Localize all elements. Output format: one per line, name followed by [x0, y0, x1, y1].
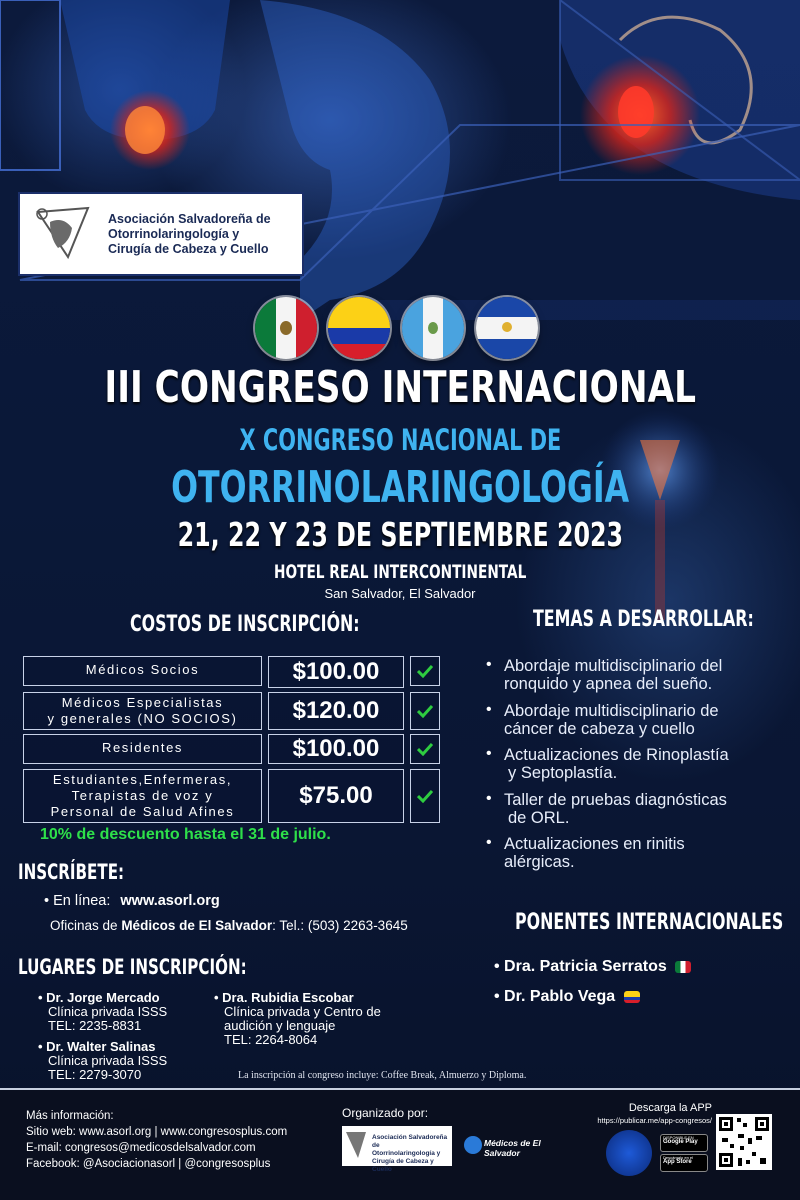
check-icon: [410, 734, 440, 764]
register-heading: INSCRÍBETE:: [18, 860, 125, 884]
el-salvador-flag-icon: [476, 297, 538, 359]
check-icon: [410, 656, 440, 686]
colombia-flag-icon: [328, 297, 390, 359]
logo-line-1: Asociación Salvadoreña de: [108, 212, 271, 226]
cost-price: $100.00: [268, 734, 404, 764]
costs-heading: COSTOS DE INSCRIPCIÓN:: [130, 612, 360, 637]
place-item: • Dr. Jorge Mercado Clínica privada ISSS TEL: 2235-8831: [38, 990, 168, 1033]
medicos-logo-icon: [464, 1136, 482, 1154]
google-play-badge[interactable]: DISPONIBLE EN Google Play: [660, 1134, 708, 1152]
topics-heading: TEMAS A DESARROLLAR:: [533, 607, 754, 632]
cost-row-label: Médicos Especialistas y generales (NO SOCIOS): [23, 692, 262, 730]
speakers-heading: PONENTES INTERNACIONALES: [515, 910, 784, 935]
place-item: • Dr. Walter Salinas Clínica privada ISSS TEL: 2279-3070: [38, 1039, 168, 1082]
mexico-flag-icon: [675, 961, 691, 973]
app-heading: Descarga la APP: [628, 1102, 712, 1114]
organizer-logo-medicos: Médicos de El Salvador: [464, 1130, 574, 1160]
guatemala-flag-icon: [402, 297, 464, 359]
register-online: • En línea: www.asorl.org: [44, 893, 220, 909]
organized-by: Organizado por:: [342, 1106, 429, 1120]
footer: [0, 1088, 800, 1200]
association-logo-icon: [28, 202, 98, 264]
subtitle: X CONGRESO NACIONAL DE: [239, 423, 561, 457]
cost-row-label: Médicos Socios: [23, 656, 262, 686]
title-block: [0, 362, 800, 413]
cost-price: $120.00: [268, 692, 404, 730]
email-info[interactable]: E-mail: congresos@medicosdelsalvador.com: [26, 1142, 256, 1154]
place-item: • Dra. Rubidia Escobar Clínica privada y Centro de audición y lenguaje TEL: 2264-8064: [214, 990, 381, 1047]
logo-line-2: Otorrinolaringología y: [108, 227, 240, 241]
check-icon: [410, 692, 440, 730]
cost-price: $75.00: [268, 769, 404, 823]
specialty-title: OTORRINOLARINGOLOGÍA: [170, 462, 630, 513]
app-globe-icon: [606, 1130, 652, 1176]
association-logo-icon: [346, 1132, 366, 1158]
places-heading: LUGARES DE INSCRIPCIÓN:: [18, 955, 247, 979]
organizer-logo-asorl: Asociación Salvadoreña de Otorrinolaringología y Cirugía de Cabeza y Cuello: [342, 1126, 452, 1166]
colombia-flag-icon: [624, 991, 640, 1003]
website-link[interactable]: www.asorl.org: [120, 893, 220, 909]
cost-row-label: Estudiantes,Enfermeras, Terapistas de voz y Personal de Salud Afines: [23, 769, 262, 823]
check-icon: [410, 769, 440, 823]
website-info[interactable]: Sitio web: www.asorl.org | www.congresosplus.com: [26, 1126, 288, 1138]
app-url[interactable]: https://publicar.me/app-congresos/: [597, 1116, 712, 1125]
topic-item: Actualizaciones en rinitis alérgicas.: [504, 835, 685, 871]
speaker-item: • Dr. Pablo Vega: [494, 988, 640, 1006]
facebook-info[interactable]: Facebook: @Asociacionasorl | @congresosplus: [26, 1158, 271, 1170]
speaker-item: • Dra. Patricia Serratos: [494, 958, 691, 976]
topic-item: Taller de pruebas diagnósticas de ORL.: [504, 791, 727, 827]
app-store-badge[interactable]: Descárgalo en el App Store: [660, 1154, 708, 1172]
discount-note: 10% de descuento hasta el 31 de julio.: [40, 826, 331, 843]
association-logo-box: [18, 192, 304, 276]
location: San Salvador, El Salvador: [324, 586, 476, 601]
logo-line-3: Cirugía de Cabeza y Cuello: [108, 242, 269, 256]
main-title: III CONGRESO INTERNACIONAL: [104, 362, 696, 413]
topic-item: Abordaje multidisciplinario de cáncer de cabeza y cuello: [504, 702, 719, 738]
contact-info: Más información: Sitio web: www.asorl.org | www.congresosplus.com E-mail: congresos@medicosdelsalvador.com Facebook: @Asociacionasorl | @congresosplus: [26, 1110, 288, 1170]
topic-item: Actualizaciones de Rinoplastía y Septoplastía.: [504, 746, 729, 782]
venue: HOTEL REAL INTERCONTINENTAL: [273, 561, 527, 583]
qr-code-icon[interactable]: [716, 1114, 772, 1170]
cost-row-label: Residentes: [23, 734, 262, 764]
topic-item: Abordaje multidisciplinario del ronquido y apnea del sueño.: [504, 657, 723, 693]
register-office: Oficinas de Médicos de El Salvador: Tel.: (503) 2263-3645: [50, 918, 408, 933]
poster: Asociación Salvadoreña de Otorrinolaringología y Cirugía de Cabeza y Cuello III CONGRESO INTERNACIONAL X CONGRESO NACIONAL DE OTORRINOLARINGOLOGÍA 21, 22 Y 23 DE SEPTIEMBRE 2023 HOTEL REAL INTERCONTINENTAL San Salvador, El Salvador COSTOS DE INSCRIPCIÓN: Médicos Socios $100.00 Médicos Especialistas y generales (NO SOCIOS) $120.00 Residentes $100.00 Estudiantes,Enfermeras, Terapistas de voz y Personal de Salud Afines $75.00 10% de descuento hasta el 31 de julio. TEMAS A DESARROLLAR: • Abordaje multidisciplinario del ronquido y apnea del sueño. • Abordaje multidisciplinario de cáncer de cabeza y cuello • Actualizaciones de Rinoplastía y Septoplastía. • Taller de pruebas diagnósticas de ORL. • Actualizaciones en rinitis alérgicas. INSCRÍBETE: • En línea: www.asorl.org Oficinas de Médicos de El Salvador: Tel.: (503) 2263-3645 LUGARES DE INSCRIPCIÓN: • Dr. Jorge Mercado Clínica privada ISSS TEL: 2235-8831 • Dr. Walter Salinas Clínica privada ISSS TEL: 2279-3070 • Dra. Rubidia Escobar Clínica privada y Centro de audición y lenguaje TEL: 2264-8064 PONENTES INTERNACIONALES • Dra. Patricia Serratos • Dr. Pablo Vega La inscripción al congreso incluye: Coffee Break, Almuerzo y Diploma. Más información: Sitio web: www.asorl.org | www.congresosplus.com E-mail: congresos@medicosdelsalvador.com Facebook: @Asociacionasorl | @congresosplus Organizado por: Asociación Salvadoreña de Otorrinolaringología y Cirugía de Cabeza y Cuello Médicos de El Salvador Descarga la APP https://publicar.me/app-congresos/ DISPONIBLE EN Google Play Descárgalo en el App Store: [0, 0, 800, 1200]
cost-price: $100.00: [268, 656, 404, 688]
event-dates: 21, 22 Y 23 DE SEPTIEMBRE 2023: [177, 515, 623, 554]
mexico-flag-icon: [255, 297, 317, 359]
includes-note: La inscripción al congreso incluye: Coffee Break, Almuerzo y Diploma.: [238, 1070, 527, 1081]
